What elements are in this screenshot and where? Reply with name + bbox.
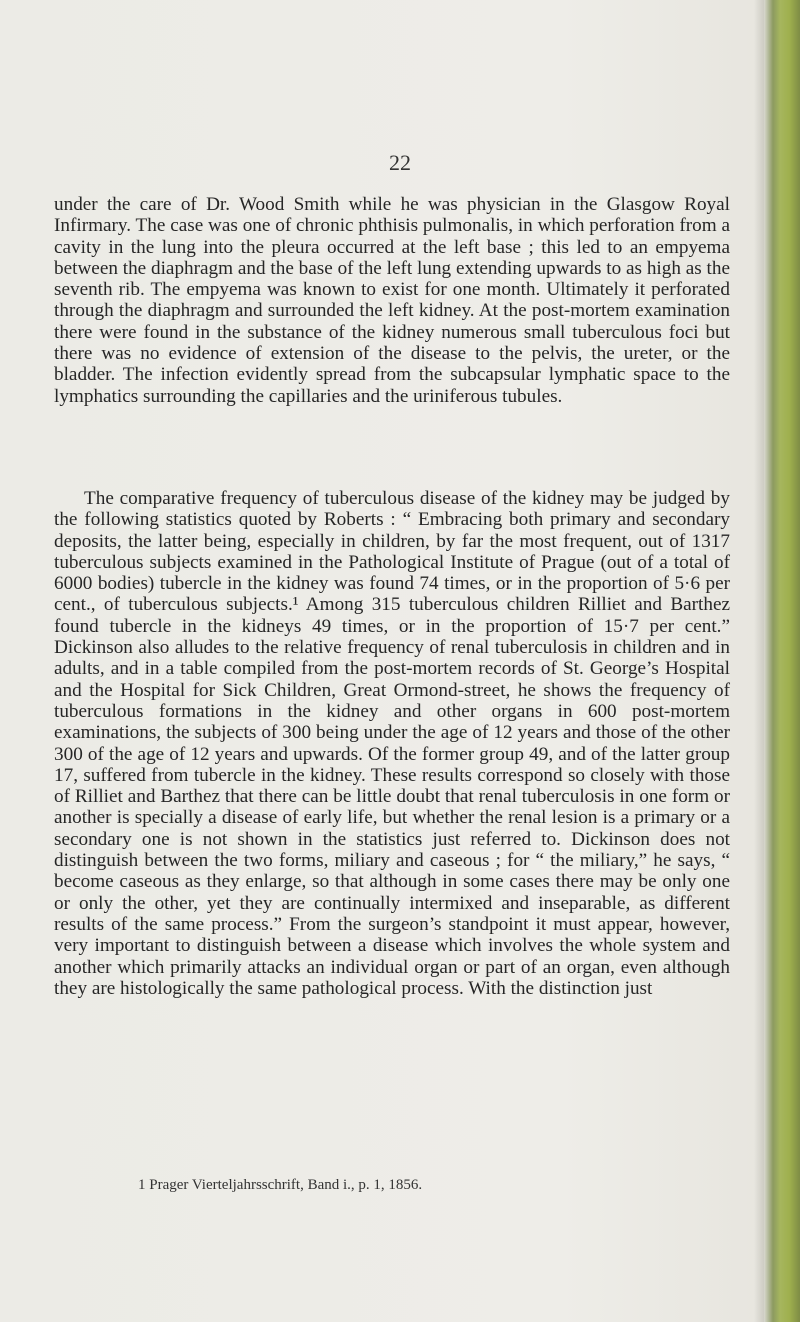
page-number: 22 — [389, 150, 411, 175]
binding-shadow — [754, 0, 764, 1322]
book-binding-edge — [764, 0, 800, 1322]
body-paragraph-1: under the care of Dr. Wood Smith while he was physician in the Glasgow Royal Infirmary. The case was one of chronic phthisis pulmonalis, in which perforation from a cavity in the lung into the pleura occurred at the left base ; this led to an empyema between the diaphragm and the base of the left lung extending upwards to as high as the seventh rib. The empyema was known to exist for one month. Ultimately it perforated through the diaphragm and surrounded the left kidney. At the post-mortem examination there were found in the substance of the kidney numerous small tuberculous foci but there was no evidence of extension of the disease to the pelvis, the ureter, or the bladder. The infection evidently spread from the subcapsular lymphatic space to the lymphatics surrounding the capillaries and the uriniferous tubules. — [54, 194, 730, 407]
body-paragraph-2: The comparative frequency of tuberculous disease of the kidney may be judged by the following statistics quoted by Roberts : “ Embracing both primary and secondary deposits, the latter being, especially in children, by far the most frequent, out of 1317 tuberculous subjects examined in the Pathological Institute of Prague (out of a total of 6000 bodies) tubercle in the kidney was found 74 times, or in the proportion of 5·6 per cent., of tuberculous subjects.¹ Among 315 tuberculous children Rilliet and Barthez found tubercle in the kidneys 49 times, or in the proportion of 15·7 per cent.” Dickinson also alludes to the relative frequency of renal tuberculosis in children and in adults, and in a table compiled from the post-mortem records of St. George’s Hospital and the Hospital for Sick Children, Great Ormond-street, he shows the frequency of tuberculous formations in the kidney and other organs in 600 post-mortem examinations, the subjects of 300 being under the age of 12 years and those of the other 300 of the age of 12 years and upwards. Of the former group 49, and of the latter group 17, suffered from tubercle in the kidney. These results correspond so closely with those of Rilliet and Barthez that there can be little doubt that renal tuberculosis in one form or another is specially a disease of early life, but whether the renal lesion is a primary or a secondary one is not shown in the statistics just referred to. Dickinson does not distinguish between the two forms, miliary and caseous ; for “ the miliary,” he says, “ become caseous as they enlarge, so that although in some cases there may be only one or only the other, yet they are continually intermixed and inseparable, as different results of the same process.” From the surgeon’s standpoint it must appear, however, very important to distinguish between a disease which involves the whole system and another which primarily attacks an individual organ or part of an organ, even although they are histologically the same pathological process. With the distinction just — [54, 488, 730, 999]
footnote: 1 Prager Vierteljahrsschrift, Band i., p. 1, 1856. — [138, 1177, 423, 1193]
